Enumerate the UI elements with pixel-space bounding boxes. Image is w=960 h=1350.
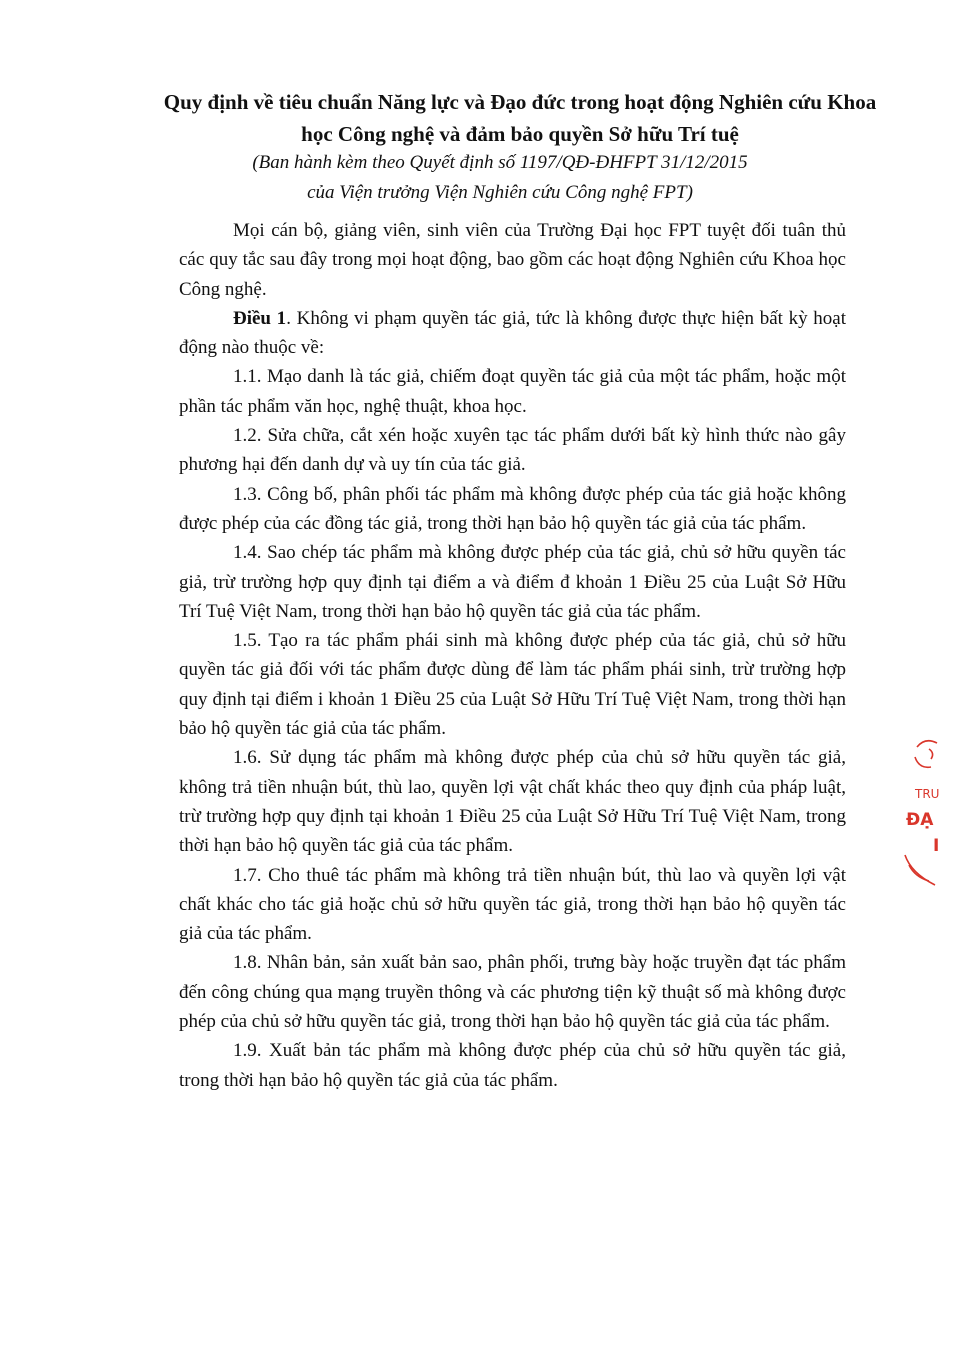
title-line-1: Quy định về tiêu chuẩn Năng lực và Đạo đức trong hoạt động Nghiên cứu Khoa — [163, 90, 877, 114]
subtitle-line-1: (Ban hành kèm theo Quyết định số 1197/QĐ-ĐHFPT 31/12/2015 — [252, 152, 748, 173]
clause-1-5: 1.5. Tạo ra tác phẩm phái sinh mà không được phép của tác giả, chủ sở hữu quyền tác giả đối với tác phẩm được dùng để làm tác phẩm phái sinh, trừ trường hợp quy định tại điểm i khoản 1 Điều 25 của Luật Sở Hữu Trí Tuệ Việt Nam, trong thời hạn bảo hộ quyền tác giả của tác phẩm. — [179, 630, 846, 740]
article-1-text: . Không vi phạm quyền tác giả, tức là không được thực hiện bất kỳ hoạt động nào thuộc về: — [179, 307, 847, 359]
stamp-arc-bottom — [905, 855, 935, 885]
intro-paragraph: Mọi cán bộ, giảng viên, sinh viên của Trường Đại học FPT tuyệt đối tuân thủ các quy tắc sau đây trong mọi hoạt động, bao gồm các hoạt động Nghiên cứu Khoa học Công nghệ. — [179, 220, 846, 300]
stamp-text-3: I — [933, 836, 940, 856]
article-1-label: Điều 1 — [233, 307, 287, 329]
clause-1-4: 1.4. Sao chép tác phẩm mà không được phép của tác giả, chủ sở hữu quyền tác giả, trừ trường hợp quy định tại điểm a và điểm đ khoản 1 Điều 25 của Luật Sở Hữu Trí Tuệ Việt Nam, trong thời hạn bảo hộ quyền tác giả của tác phẩm. — [179, 542, 846, 622]
document-subtitle — [140, 148, 860, 208]
clause-1-9: 1.9. Xuất bản tác phẩm mà không được phép của chủ sở hữu quyền tác giả, trong thời hạn bảo hộ quyền tác giả của tác phẩm. — [179, 1040, 846, 1091]
subtitle-line-2: của Viện trưởng Viện Nghiên cứu Công nghệ FPT) — [307, 182, 693, 203]
stamp-arc-letter — [929, 749, 933, 759]
clause-1-1: 1.1. Mạo danh là tác giả, chiếm đoạt quyền tác giả của một tác phẩm, hoặc một phần tác phẩm văn học, nghệ thuật, khoa học. — [179, 366, 846, 417]
clause-1-8: 1.8. Nhân bản, sản xuất bản sao, phân phối, trưng bày hoặc truyền đạt tác phẩm đến công chúng qua mạng truyền thông và các phương tiện kỹ thuật số mà không được phép của chủ sở hữu quyền tác giả, trong thời hạn bảo hộ quyền tác giả của tác phẩm. — [179, 952, 846, 1033]
clause-1-6: 1.6. Sử dụng tác phẩm mà không được phép của chủ sở hữu quyền tác giả, không trả tiền nhuận bút, thù lao, quyền lợi vật chất khác theo quy định của pháp luật, trừ trường hợp quy định tại khoản 1 Điều 25 của Luật Sở Hữu Trí Tuệ Việt Nam, trong thời hạn bảo hộ quyền tác giả của tác phẩm. — [179, 747, 846, 857]
title-line-2: học Công nghệ và đảm bảo quyền Sở hữu Trí tuệ — [301, 122, 739, 146]
clause-1-3: 1.3. Công bố, phân phối tác phẩm mà không được phép của tác giả hoặc không được phép của các đồng tác giả, trong thời hạn bảo hộ quyền tác giả của tác phẩm. — [179, 483, 846, 534]
clause-1-2: 1.2. Sửa chữa, cắt xén hoặc xuyên tạc tác phẩm dưới bất kỳ hình thức nào gây phương hại đến danh dự và uy tín của tác giả. — [179, 425, 846, 476]
clause-1-7: 1.7. Cho thuê tác phẩm mà không trả tiền nhuận bút, thù lao và quyền lợi vật chất khác cho tác giả hoặc chủ sở hữu quyền tác giả, trong thời hạn bảo hộ quyền tác giả của tác phẩm. — [179, 864, 846, 945]
article-1-paragraph — [179, 304, 846, 363]
stamp-text-2: ĐẠ — [906, 810, 934, 830]
stamp-arc-top — [917, 741, 937, 747]
document-title — [140, 86, 900, 150]
stamp-arc-upper — [915, 757, 931, 767]
document-body — [179, 216, 846, 1095]
red-seal-stamp — [895, 735, 955, 900]
stamp-text-1: TRU — [915, 787, 940, 801]
